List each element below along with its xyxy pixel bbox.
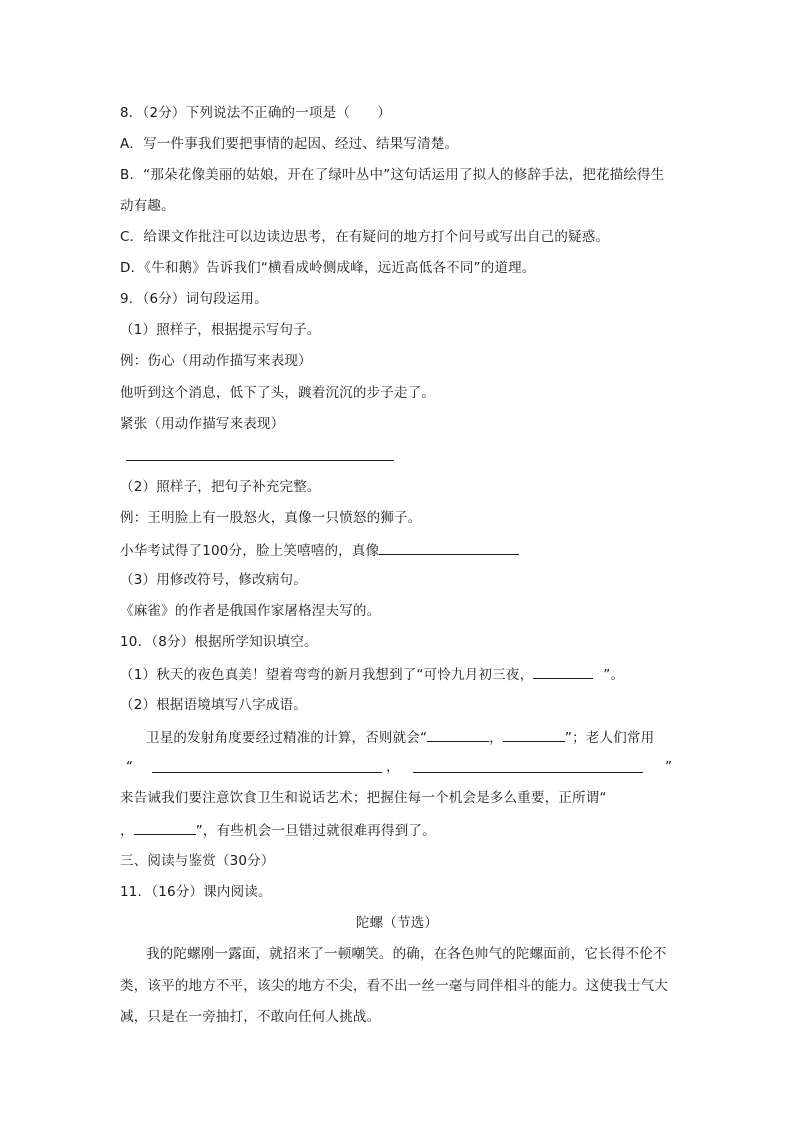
q10-part1-post: ”。 — [603, 667, 625, 683]
q9-task2 — [120, 540, 519, 560]
q8-option-d: D．《牛和鹅》告诉我们“横看成岭侧成峰，远近高低各不同”的道理。 — [120, 260, 536, 276]
q10-para-line4-pre: ， — [120, 823, 134, 839]
passage-line1: 我的陀螺刚一露面，就招来了一顿嘲笑。的确，在各色帅气的陀螺面前，它长得不伦不 — [146, 946, 667, 962]
q9-part3: （3）用修改符号，修改病句。 — [120, 572, 307, 588]
q9-example1-sentence: 他听到这个消息，低下了头，踱着沉沉的步子走了。 — [120, 385, 436, 401]
q10-title: 10．（8分）根据所学知识填空。 — [120, 634, 318, 650]
q10-para-line4-post: ”，有些机会一旦错过就很难再得到了。 — [195, 823, 436, 839]
q10-para-line3: 来告诫我们要注意饮食卫生和说话艺术；把握住每一个机会是多么重要，正所谓“ — [120, 790, 607, 806]
q10-part1 — [120, 664, 624, 684]
q10-para-line2-open-quote: “ — [126, 759, 133, 775]
q10-para-line1 — [146, 727, 654, 747]
q10-para-line2-close-quote: ” — [665, 759, 672, 775]
q10-para-line1-pre: 卫星的发射角度要经过精准的计算，否则就会“ — [146, 730, 428, 746]
q10-part1-pre: （1）秋天的夜色真美！望着弯弯的新月我想到了“可怜九月初三夜， — [120, 667, 534, 683]
q10-para-line4 — [120, 820, 436, 840]
q8-option-b-line2: 动有趣。 — [120, 198, 175, 214]
answer-blank-idiom1-b[interactable] — [503, 727, 565, 742]
answer-line-task1[interactable] — [126, 460, 394, 461]
q10-para-line1-comma: ， — [489, 730, 503, 746]
q8-option-b-line1: B．“那朵花像美丽的姑娘，开在了绿叶丛中”这句话运用了拟人的修辞手法，把花描绘得生 — [120, 167, 665, 183]
q9-title: 9．（6分）词句段运用。 — [120, 291, 268, 307]
q9-task1: 紧张（用动作描写来表现） — [120, 416, 285, 432]
answer-blank-idiom2-a[interactable] — [152, 772, 382, 773]
q9-part2: （2）照样子，把句子补充完整。 — [120, 479, 321, 495]
answer-blank-idiom1-a[interactable] — [427, 727, 489, 742]
answer-blank-idiom3[interactable] — [134, 820, 196, 835]
q9-example1: 例：伤心（用动作描写来表现） — [120, 353, 312, 369]
passage-title: 陀螺（节选） — [355, 915, 439, 931]
section-3-heading: 三、阅读与鉴赏（30分） — [120, 853, 275, 869]
q9-part1: （1）照样子，根据提示写句子。 — [120, 322, 321, 338]
q9-example2: 例：王明脸上有一股怒火，真像一只愤怒的狮子。 — [120, 510, 422, 526]
q10-para-line1-post: ”；老人们常用 — [564, 730, 655, 746]
q8-option-c: C．给课文作批注可以边读边思考，在有疑问的地方打个问号或写出自己的疑惑。 — [120, 229, 610, 245]
q9-task3: 《麻雀》的作者是俄国作家屠格涅夫写的。 — [120, 603, 381, 619]
q10-para-line2-comma: ， — [386, 759, 400, 775]
q10-part2: （2）根据语境填写八字成语。 — [120, 697, 307, 713]
q8-option-a: A．写一件事我们要把事情的起因、经过、结果写清楚。 — [120, 136, 459, 152]
passage-line3: 减，只是在一旁抽打，不敢向任何人挑战。 — [120, 1009, 381, 1025]
answer-blank-idiom2-b[interactable] — [413, 772, 643, 773]
answer-blank-poem[interactable] — [533, 664, 593, 679]
passage-line2: 类，该平的地方不平，该尖的地方不尖，看不出一丝一毫与同伴相斗的能力。这使我士气大 — [120, 978, 668, 994]
q11-title: 11．（16分）课内阅读。 — [120, 884, 272, 900]
answer-blank-task2[interactable] — [379, 540, 519, 555]
q9-task2-text: 小华考试得了100分，脸上笑嘻嘻的，真像 — [120, 543, 380, 559]
q8-title: 8．（2分）下列说法不正确的一项是（ ） — [120, 105, 392, 121]
